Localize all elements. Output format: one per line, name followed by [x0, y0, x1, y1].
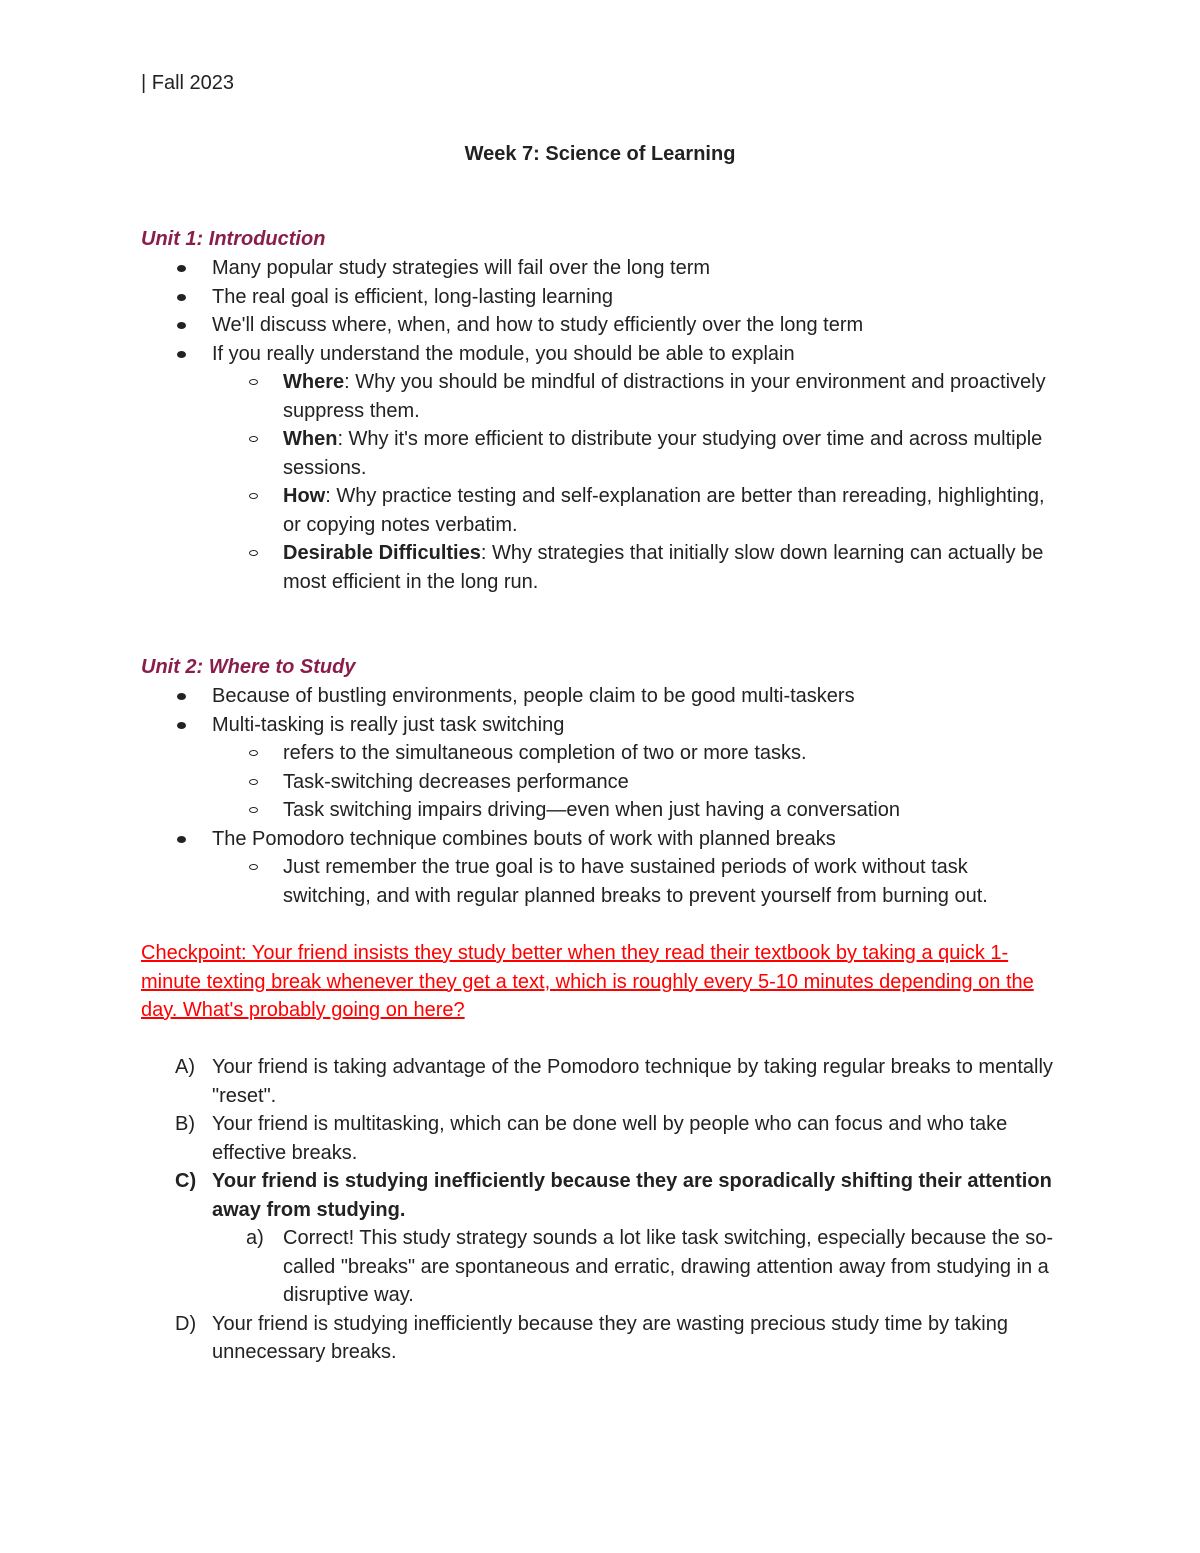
multitask-sublist: [212, 739, 1061, 825]
unit2-heading: Unit 2: Where to Study: [141, 656, 356, 678]
sub-list-item: Task-switching decreases performance: [212, 768, 1061, 797]
circle-bullet-icon: [249, 750, 258, 756]
unit2-list: [141, 682, 1061, 910]
bullet-icon: [177, 322, 186, 329]
sub-list-item: Where: Why you should be mindful of distractions in your environment and proactively suppress them.: [212, 368, 1061, 425]
list-item: We'll discuss where, when, and how to study efficiently over the long term: [141, 311, 1061, 340]
circle-bullet-icon: [249, 550, 258, 556]
circle-bullet-icon: [249, 493, 258, 499]
sub-list-item: Task switching impairs driving—even when just having a conversation: [212, 796, 1061, 825]
list-item: Because of bustling environments, people claim to be good multi-taskers: [141, 682, 1061, 711]
bullet-icon: [177, 722, 186, 729]
explanation-list: [212, 1224, 1061, 1310]
answer-option-a: A) Your friend is taking advantage of the Pomodoro technique by taking regular breaks to mentally "reset".: [175, 1056, 1053, 1107]
answer-option-b: B) Your friend is multitasking, which can be done well by people who can focus and who take effective breaks.: [175, 1113, 1008, 1164]
bullet-icon: [177, 265, 186, 272]
list-item: Many popular study strategies will fail over the long term: [141, 254, 1061, 283]
circle-bullet-icon: [249, 864, 258, 870]
list-item: Multi-tasking is really just task switching refers to the simultaneous completion of two or more tasks. Task-switching decreases performance Task switching impairs driving—even when just having a conversation: [141, 711, 1061, 825]
sub-list-item: When: Why it's more efficient to distribute your studying over time and across multiple sessions.: [212, 425, 1061, 482]
sub-list-item: Just remember the true goal is to have sustained periods of work without task switching, and with regular planned breaks to prevent yourself from burning out.: [212, 853, 1061, 910]
unit1-heading: Unit 1: Introduction: [141, 228, 326, 250]
checkpoint-question: Checkpoint: Your friend insists they study better when they read their textbook by taking a quick 1-minute texting break whenever they get a text, which is roughly every 5-10 minutes depending on the day. What's probably going on here?: [141, 942, 1034, 1021]
unit1-list: [141, 254, 1061, 596]
answer-list: [141, 1053, 1061, 1367]
list-item: If you really understand the module, you should be able to explain Where: Why you should be mindful of distractions in your environment and proactively suppress them. When: Why it's more efficient to distribute your studying over time and across multiple sessions. How: Why practice testing and self-explanation are better than rereading, highlighting, or copying notes verbatim. Desirable Difficulties: Why strategies that initially slow down learning can actually be most efficient in the long run.: [141, 340, 1061, 597]
circle-bullet-icon: [249, 379, 258, 385]
answer-option-c: C) Your friend is studying inefficiently because they are sporadically shifting their attention away from studying. a) Correct! This study strategy sounds a lot like task switching, especially because the so-called "breaks" are spontaneous and erratic, drawing attention away from studying in a disruptive way.: [141, 1167, 1061, 1310]
circle-bullet-icon: [249, 779, 258, 785]
unit1-sublist: [212, 368, 1061, 596]
bullet-icon: [177, 294, 186, 301]
page-title: Week 7: Science of Learning: [464, 143, 736, 165]
list-item: The real goal is efficient, long-lasting learning: [141, 283, 1061, 312]
explanation-item: a) Correct! This study strategy sounds a lot like task switching, especially because the so-called "breaks" are spontaneous and erratic, drawing attention away from studying in a disruptive way.: [246, 1227, 1053, 1306]
sub-list-item: refers to the simultaneous completion of two or more tasks.: [212, 739, 1061, 768]
answer-option-d: D) Your friend is studying inefficiently because they are wasting precious study time by taking unnecessary breaks.: [175, 1312, 1008, 1363]
page-header: | Fall 2023: [141, 72, 235, 94]
list-item: The Pomodoro technique combines bouts of work with planned breaks Just remember the true goal is to have sustained periods of work without task switching, and with regular planned breaks to prevent yourself from burning out.: [141, 825, 1061, 911]
circle-bullet-icon: [249, 436, 258, 442]
bullet-icon: [177, 836, 186, 843]
sub-list-item: How: Why practice testing and self-explanation are better than rereading, highlighting, or copying notes verbatim.: [212, 482, 1061, 539]
circle-bullet-icon: [249, 807, 258, 813]
pomodoro-sublist: [212, 853, 1061, 910]
bullet-icon: [177, 693, 186, 700]
bullet-icon: [177, 351, 186, 358]
sub-list-item: Desirable Difficulties: Why strategies that initially slow down learning can actually be most efficient in the long run.: [212, 539, 1061, 596]
